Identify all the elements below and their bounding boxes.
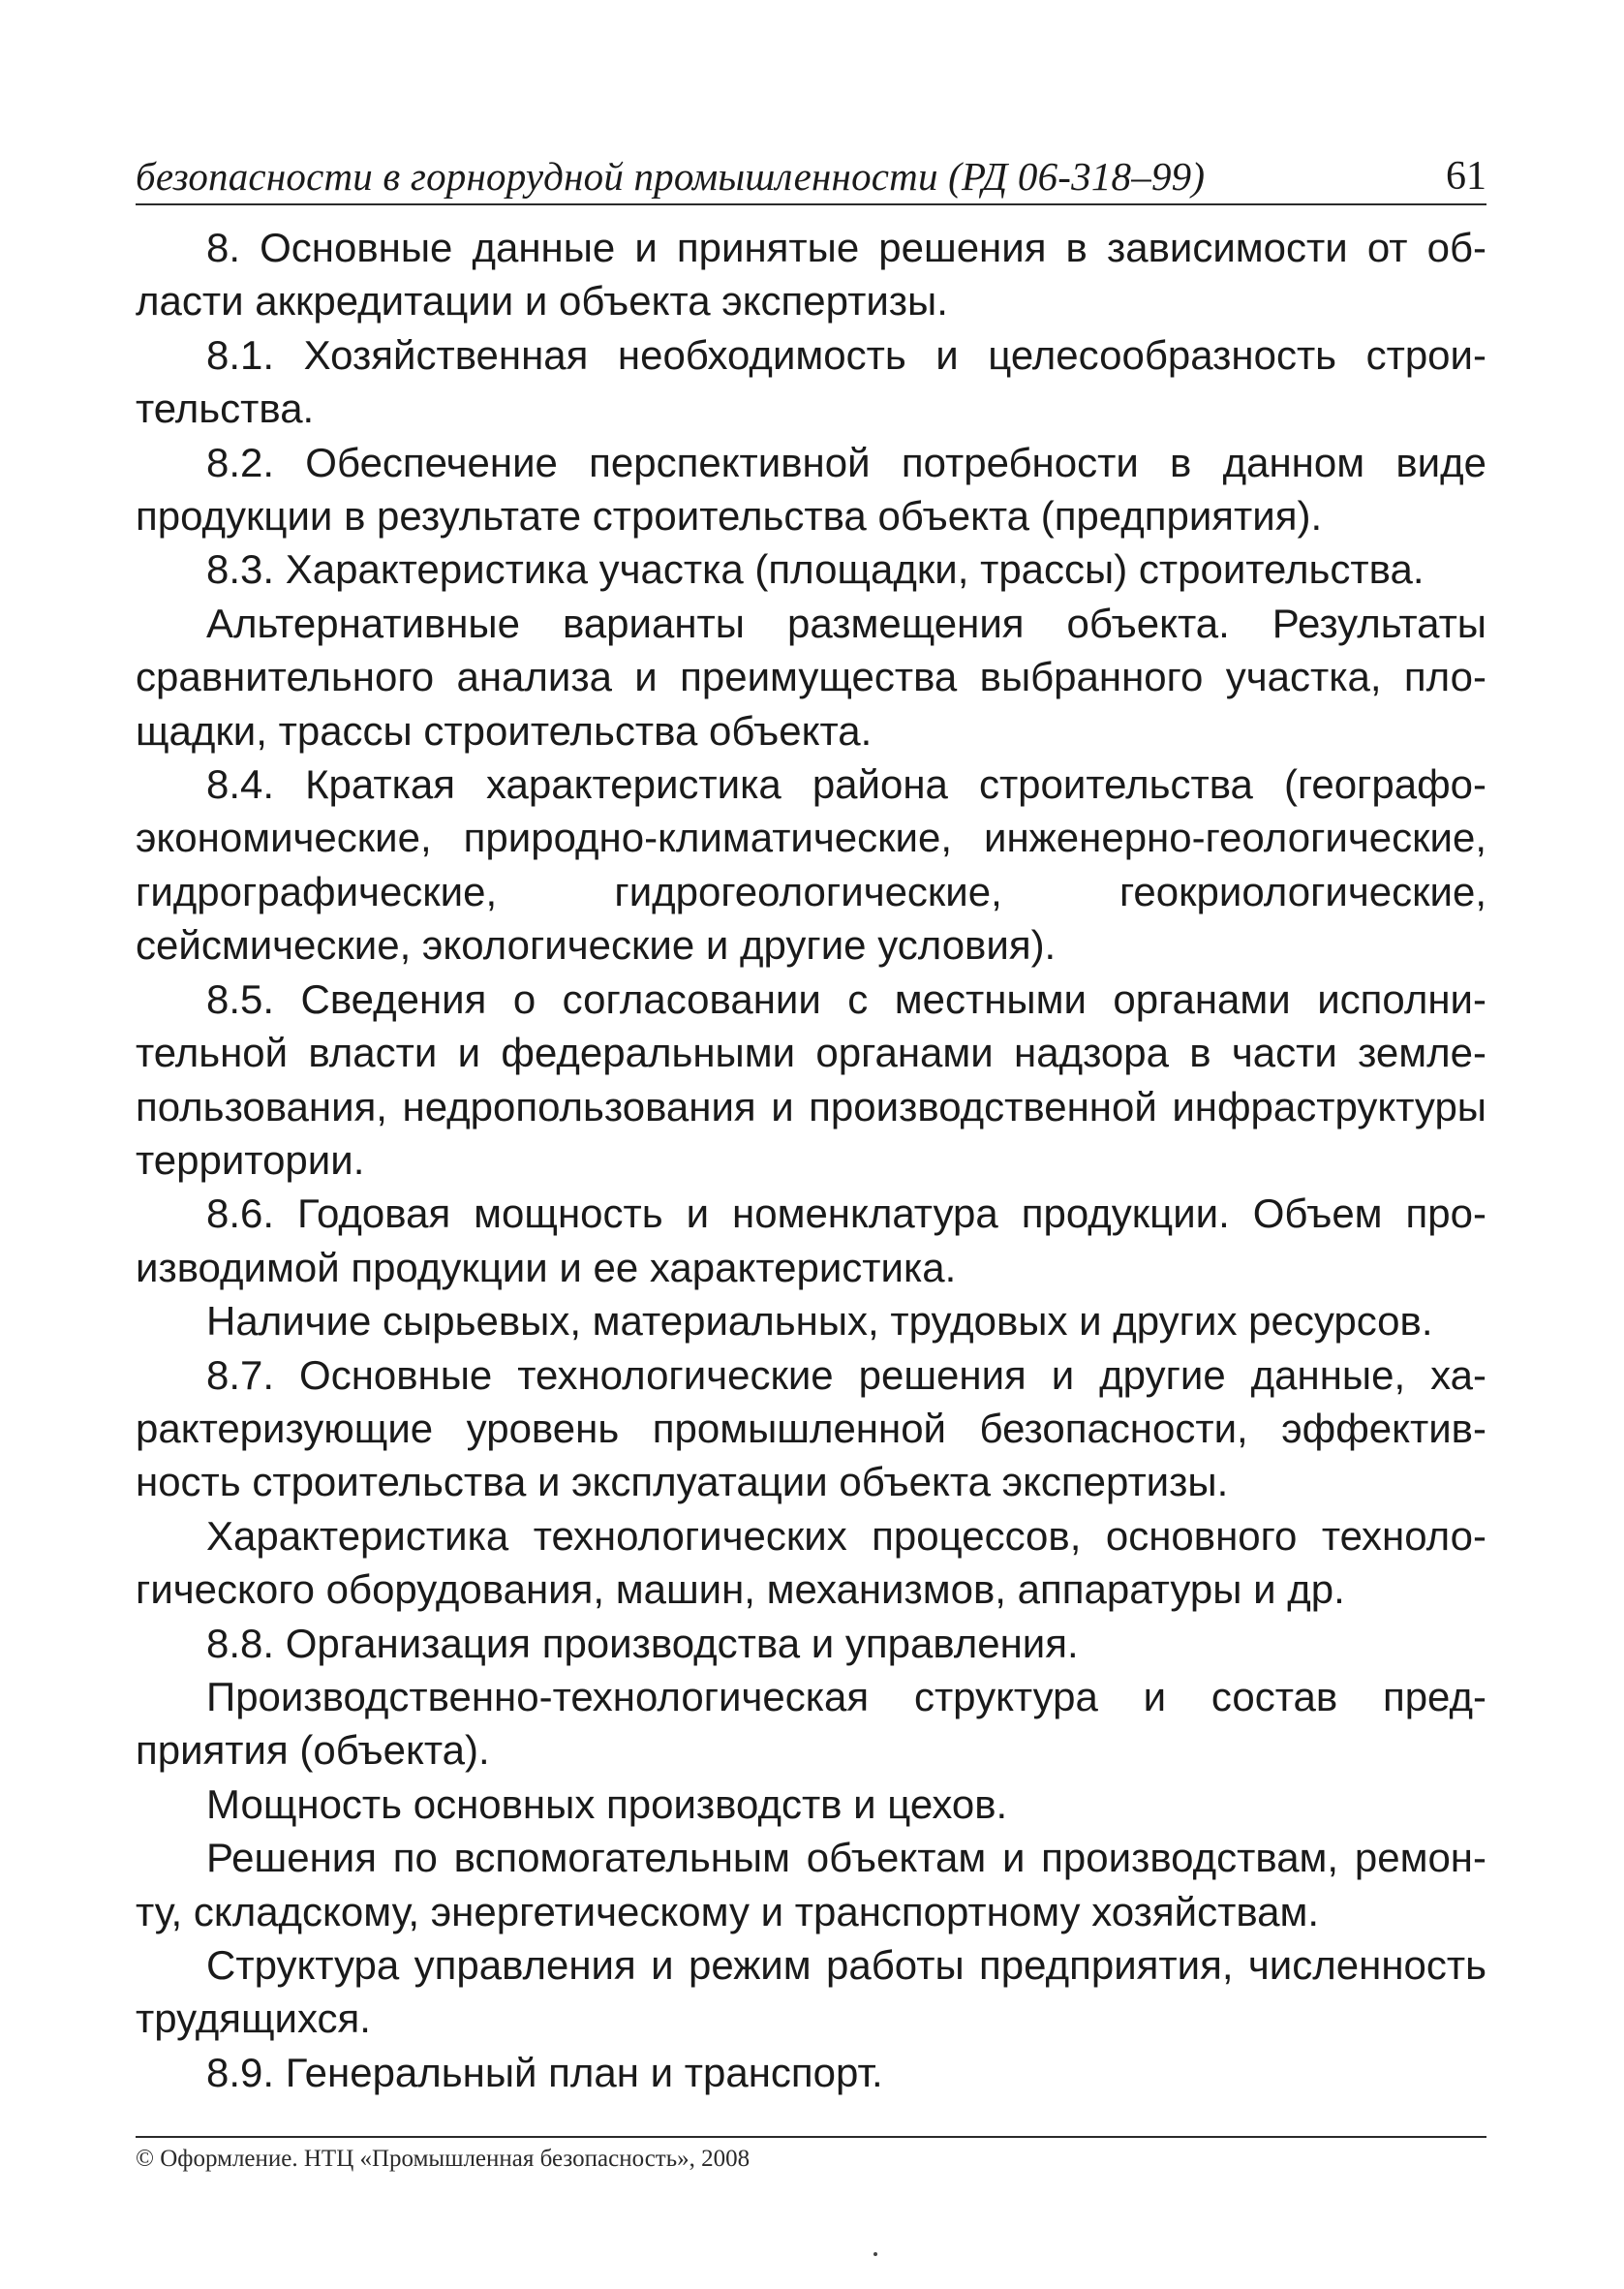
paragraph: 8.8. Организация производства и управления. xyxy=(206,1620,1079,1666)
paragraph: Решения по вспомогательным объектам и производствам, ремонту, складскому, энергетическому и транспортному хозяйствам. xyxy=(136,1835,1486,1934)
paragraph: 8.1. Хозяйственная необходимость и целесообразность строительства. xyxy=(136,331,1486,432)
paragraph: Наличие сырьевых, материальных, трудовых и других ресурсов. xyxy=(206,1298,1433,1345)
running-title: безопасности в горнорудной промышленности (РД 06-318–99) xyxy=(136,154,1206,199)
document-body xyxy=(136,221,1486,2099)
paragraph: Мощность основных производств и цехов. xyxy=(206,1780,1008,1827)
scan-speck xyxy=(873,2252,877,2256)
paragraph: Характеристика технологических процессов, основного технологического оборудования, машин, механизмов, аппаратуры и др. xyxy=(136,1512,1486,1613)
paragraph: Производственно-технологическая структура и состав предприятия (объекта). xyxy=(136,1673,1486,1774)
paragraph: 8.5. Сведения о согласовании с местными органами исполнительной власти и федеральными органами надзора в части землепользования, недропользования и производственной инфраструктуры территории. xyxy=(136,975,1486,1183)
paragraph: Альтернативные варианты размещения объекта. Результаты сравнительного анализа и преимущества выбранного участка, площадки, трассы строительства объекта. xyxy=(136,600,1486,754)
footer-copyright: © Оформление. НТЦ «Промышленная безопасность», 2008 xyxy=(136,2146,751,2172)
page-number: 61 xyxy=(1446,154,1486,199)
paragraph: 8.4. Краткая характеристика района строительства (географо-экономические, природно-климатические, инженерно-геологические, гидрографические, гидрогеологические, геокриологические, сейсмические, экологические и другие условия). xyxy=(136,761,1486,969)
running-header xyxy=(136,143,1486,205)
paragraph: 8.9. Генеральный план и транспорт. xyxy=(206,2049,883,2095)
paragraph: Структура управления и режим работы предприятия, численность трудящихся. xyxy=(136,1942,1486,2042)
paragraph: 8.6. Годовая мощность и номенклатура продукции. Объем производимой продукции и ее характеристика. xyxy=(136,1191,1486,1290)
paragraph: 8.7. Основные технологические решения и другие данные, характеризующие уровень промышленной безопасности, эффективность строительства и эксплуатации объекта экспертизы. xyxy=(136,1351,1486,1505)
paragraph: 8.3. Характеристика участка (площадки, трассы) строительства. xyxy=(206,546,1425,593)
paragraph: 8. Основные данные и принятые решения в зависимости от области аккредитации и объекта экспертизы. xyxy=(136,225,1486,325)
footer-divider xyxy=(136,2136,1486,2138)
paragraph: 8.2. Обеспечение перспективной потребности в данном виде продукции в результате строительства объекта (предприятия). xyxy=(136,439,1486,540)
